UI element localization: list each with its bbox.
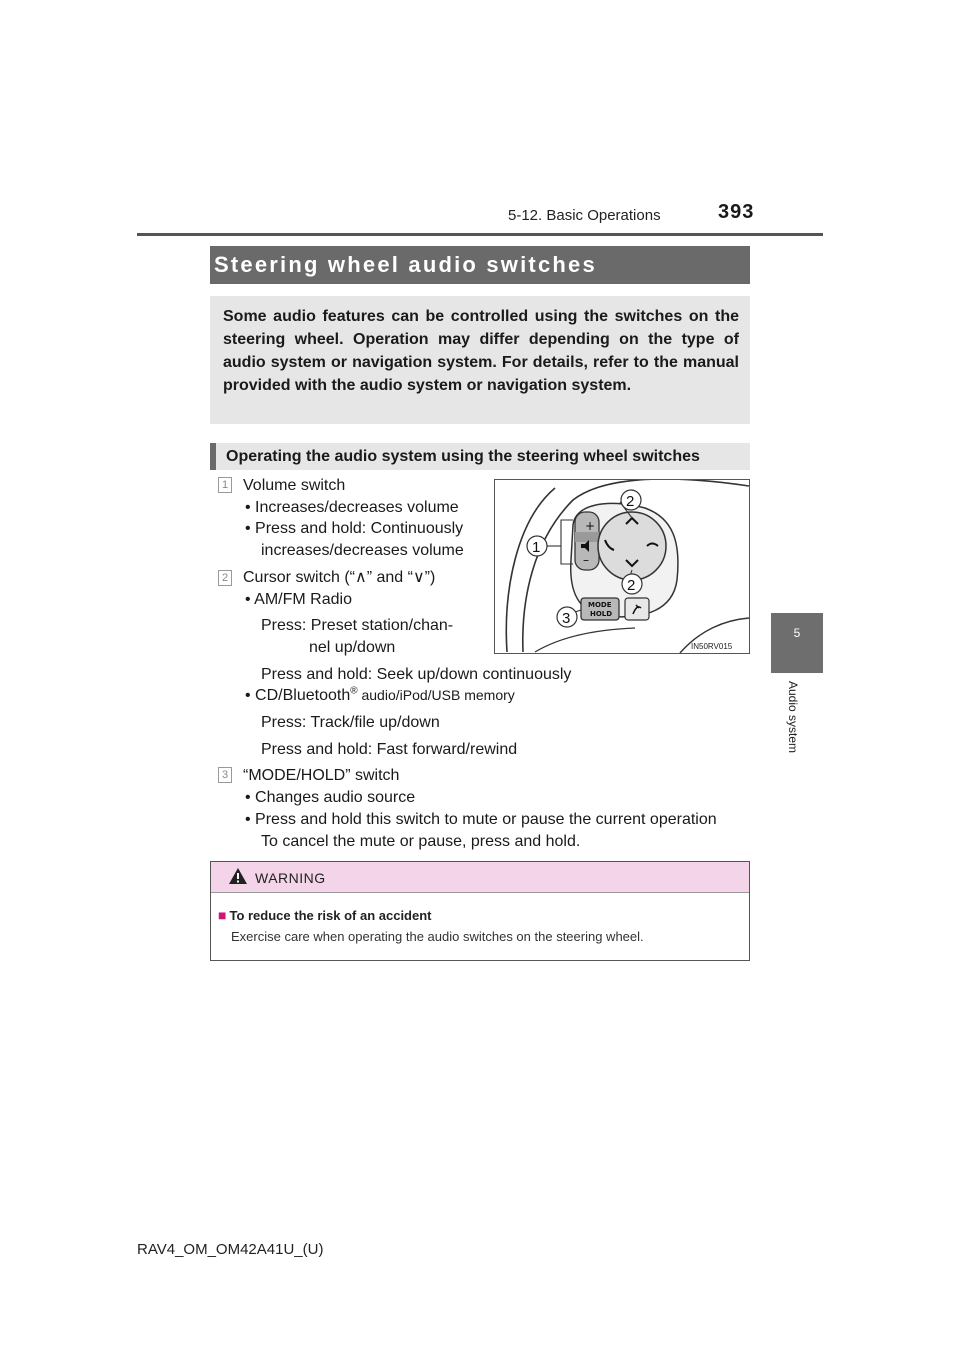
- warning-header: [211, 862, 749, 893]
- warning-box: [210, 861, 750, 961]
- item2-radio-press-cont: nel up/down: [309, 639, 396, 656]
- item2-cd-press: Press: Track/file up/down: [261, 714, 440, 731]
- item1-bullet-cont: increases/decreases volume: [261, 542, 464, 559]
- section-header: 5-12. Basic Operations: [508, 207, 661, 224]
- item-number-2: 2: [218, 570, 232, 586]
- warning-title: WARNING: [255, 870, 326, 886]
- item3-bullet: • Press and hold this switch to mute or pause the current operation: [245, 811, 717, 828]
- section-title: Steering wheel audio switches: [214, 252, 597, 277]
- subheading-bar: [210, 443, 750, 470]
- subheading-text: Operating the audio system using the steering wheel switches: [226, 448, 700, 465]
- section-title-bar: [210, 246, 750, 284]
- item2-label: Cursor switch (“∧” and “∨”): [243, 569, 436, 586]
- callout-2-top-number: 2: [626, 493, 635, 510]
- callout-2-bottom-number: 2: [627, 577, 636, 594]
- chapter-tab: 5: [771, 613, 823, 673]
- item2-bullet-cd: • CD/Bluetooth® audio/iPod/USB memory: [245, 685, 515, 704]
- page-number: 393: [718, 201, 755, 223]
- chapter-label: Audio system: [786, 680, 800, 754]
- warning-body: Exercise care when operating the audio switches on the steering wheel.: [231, 929, 644, 944]
- mode-label: MODE: [588, 601, 612, 609]
- item-number-1: 1: [218, 477, 232, 493]
- warning-subheading: ■ To reduce the risk of an accident: [218, 907, 432, 923]
- volume-plus-icon: +: [585, 519, 596, 533]
- item3-label: “MODE/HOLD” switch: [243, 767, 400, 784]
- wheel-spoke-line: [535, 628, 635, 652]
- item2-cd-hold: Press and hold: Fast forward/rewind: [261, 741, 518, 758]
- footer-model-code: RAV4_OM_OM42A41U_(U): [137, 1241, 324, 1258]
- item1-bullet: • Increases/decreases volume: [245, 499, 459, 516]
- callout-3-number: 3: [562, 610, 571, 627]
- volume-switch-divider: [575, 532, 599, 542]
- item2-radio-hold: Press and hold: Seek up/down continuously: [261, 666, 572, 683]
- item2-radio-press: Press: Preset station/chan-: [261, 617, 454, 634]
- hold-label: HOLD: [590, 610, 613, 618]
- warning-square-icon: ■: [218, 907, 227, 923]
- figure-code: IN50RV015: [691, 642, 733, 651]
- wheel-rim-line: [506, 488, 555, 652]
- volume-minus-icon: –: [583, 553, 589, 567]
- item3-bullet: • Changes audio source: [245, 789, 416, 806]
- item1-label: Volume switch: [243, 477, 346, 494]
- steering-switch-figure: [494, 479, 750, 654]
- callout-1-number: 1: [532, 539, 541, 556]
- item-number-3: 3: [218, 767, 232, 783]
- item1-bullet: • Press and hold: Continuously: [245, 520, 464, 537]
- steering-wheel-illustration: [495, 480, 749, 653]
- intro-box: [210, 296, 750, 424]
- warning-triangle-icon: [228, 867, 248, 885]
- item2-bullet-radio: • AM/FM Radio: [245, 591, 352, 608]
- item3-bullet-cont: To cancel the mute or pause, press and hold.: [261, 833, 581, 850]
- header-divider: [137, 233, 823, 236]
- voice-switch: [625, 598, 649, 620]
- intro-text: Some audio features can be controlled using the switches on the steering wheel. Operation may differ depending on the type of audio system or navigation system. For details, refer to the manual provided with the audio system or navigation system.: [223, 308, 739, 394]
